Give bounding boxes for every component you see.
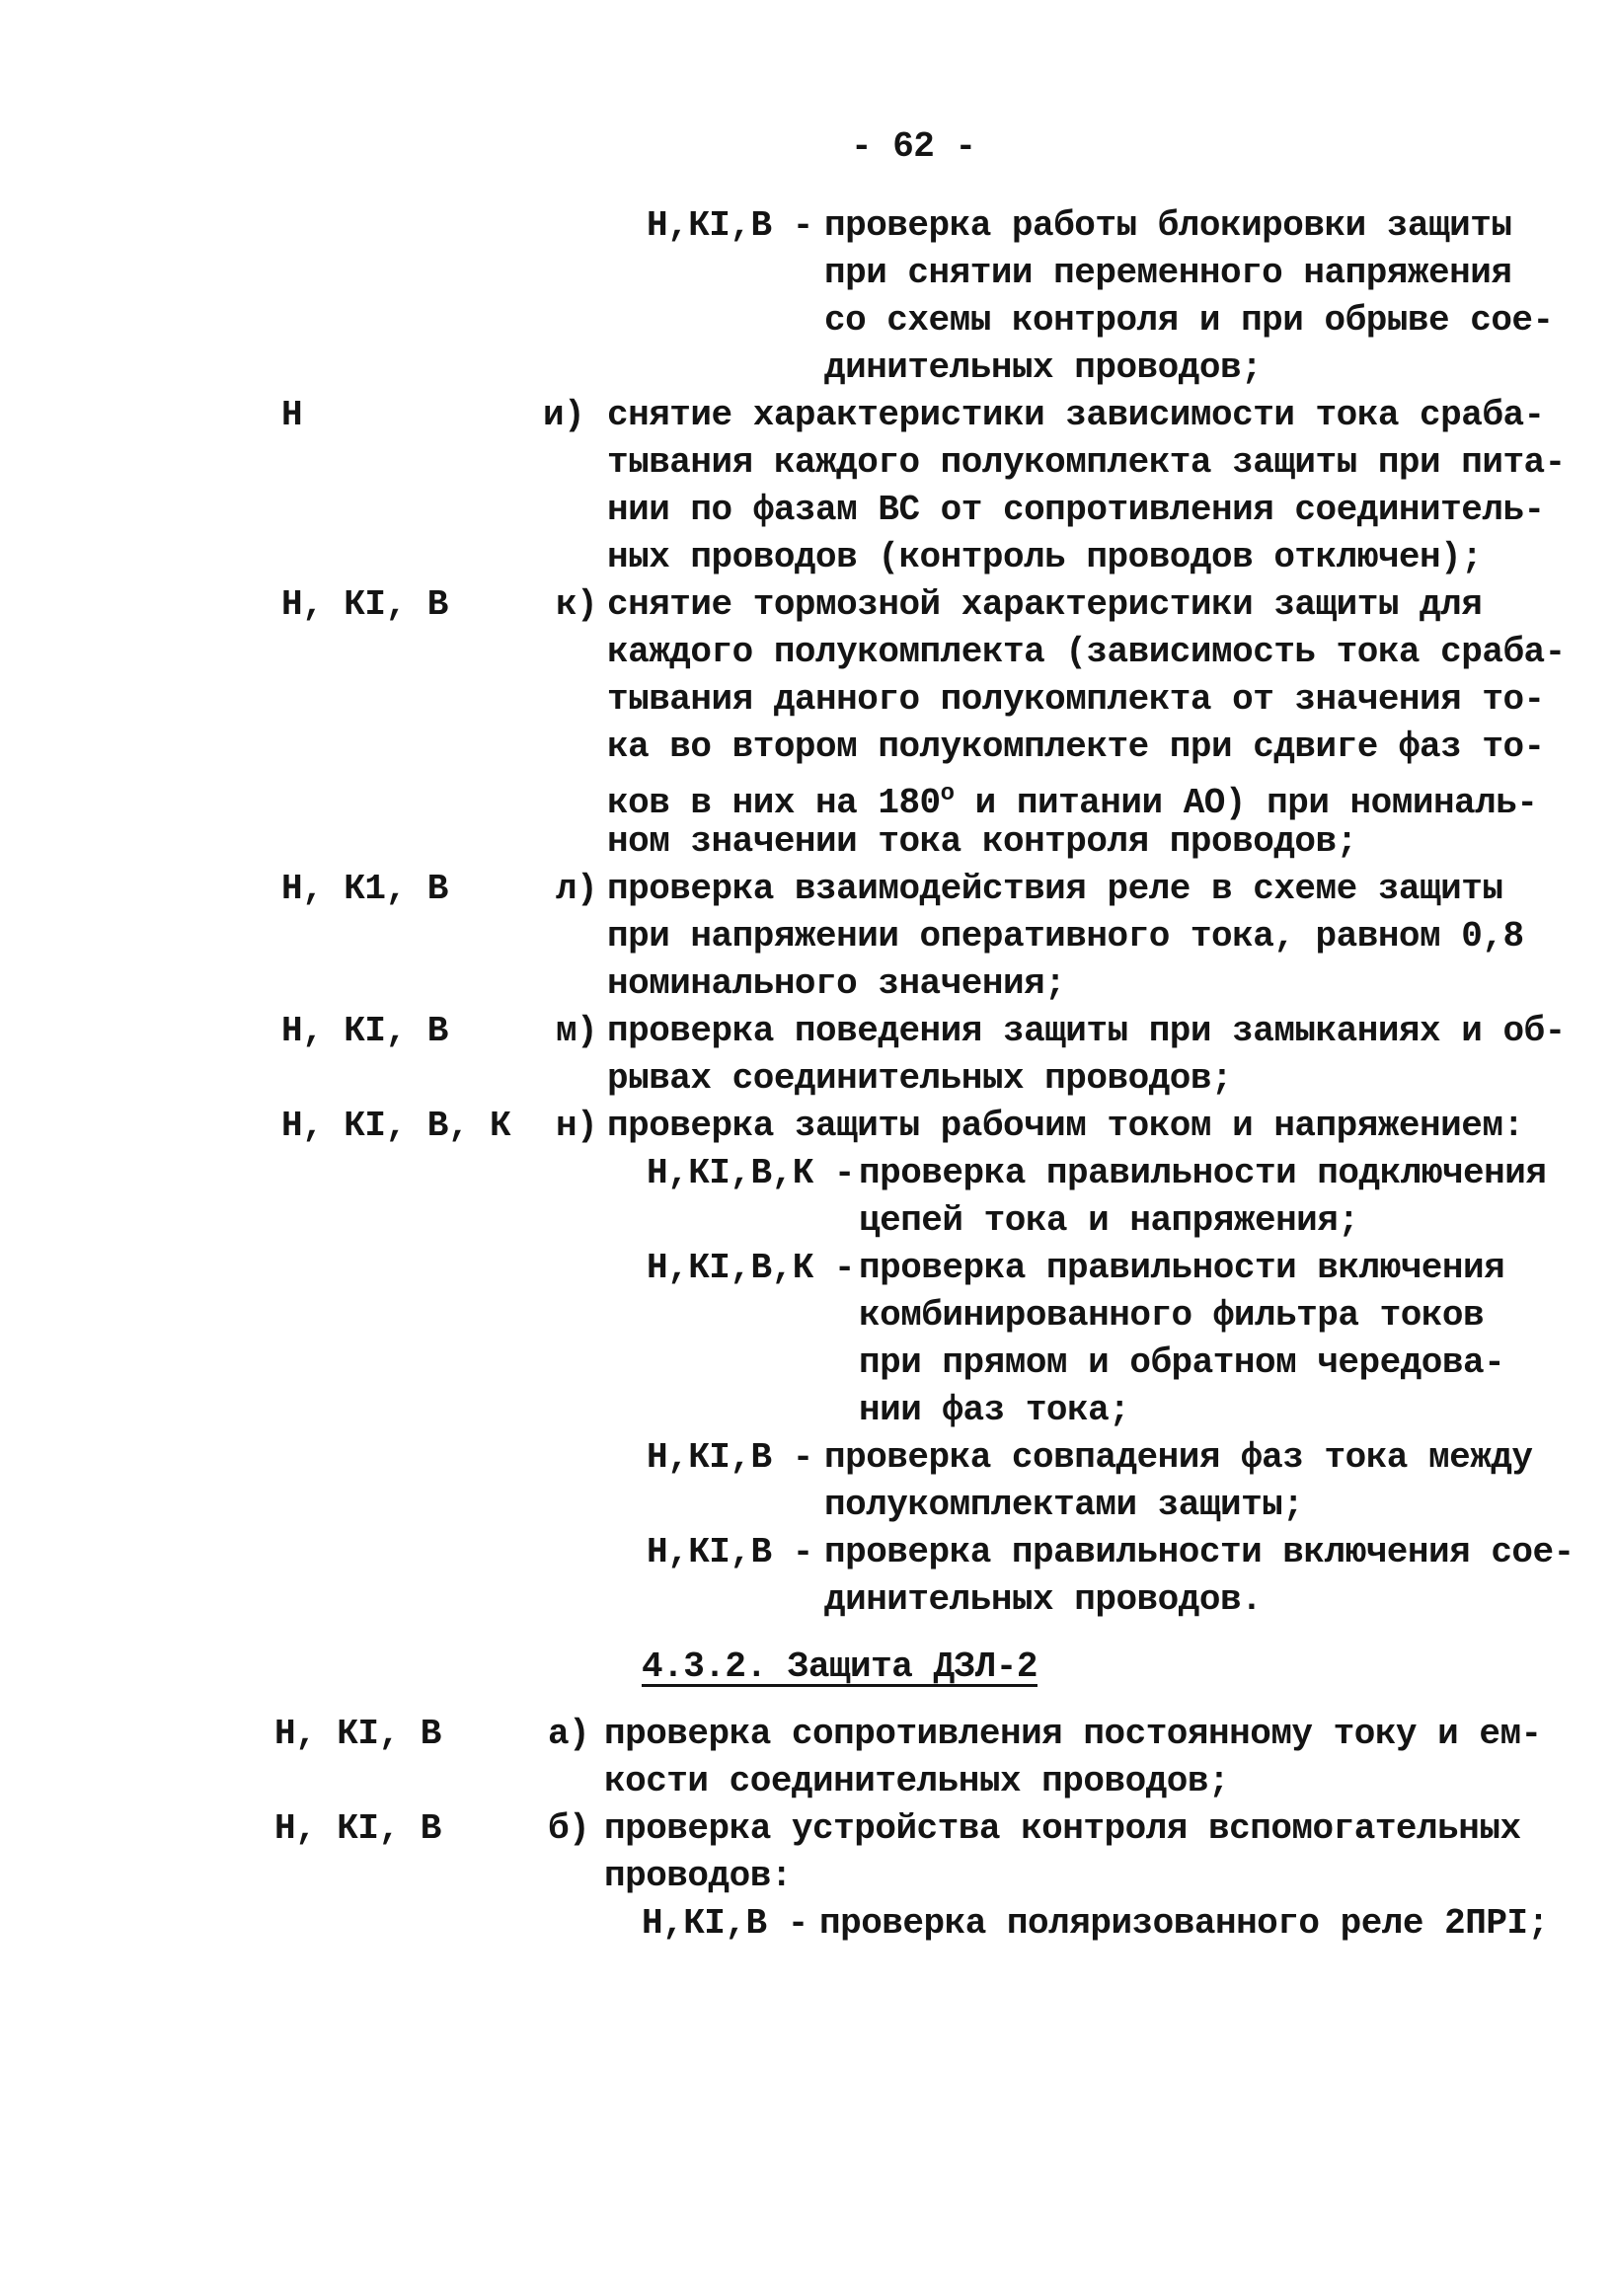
subitem-text: при снятии переменного напряжения	[824, 253, 1512, 293]
item-text: проверка взаимодействия реле в схеме защиты	[607, 869, 1503, 909]
subitem-text: комбинированного фильтра токов	[859, 1295, 1485, 1336]
item-code: Н, КI, В, К	[281, 1106, 511, 1146]
item-marker: н)	[556, 1106, 598, 1146]
subitem-text: полукомплектами защиты;	[824, 1485, 1304, 1525]
item-marker: б)	[548, 1808, 590, 1849]
subitem-code: Н,КI,В,К -	[647, 1153, 856, 1193]
item-text: тывания данного полукомплекта от значения то-	[607, 679, 1545, 720]
item-code: Н, КI, В	[274, 1808, 441, 1849]
item-text: ных проводов (контроль проводов отключен);	[607, 537, 1483, 577]
subitem-text: проверка правильности включения	[859, 1248, 1505, 1288]
item-code: Н, КI, В	[281, 584, 448, 625]
subitem-text: проверка правильности подключения	[859, 1153, 1547, 1193]
item-marker: л)	[556, 869, 598, 909]
subitem-text: цепей тока и напряжения;	[859, 1200, 1359, 1241]
item-marker: м)	[556, 1011, 598, 1051]
section-heading: 4.3.2. Защита ДЗЛ-2	[642, 1646, 1038, 1687]
subitem-code: Н,КI,В -	[647, 1437, 813, 1478]
item-text: снятие тормозной характеристики защиты для	[607, 584, 1483, 625]
page-number: - 62 -	[851, 126, 976, 167]
item-text: номинального значения;	[607, 963, 1066, 1004]
item-text: проверка устройства контроля вспомогательных	[604, 1808, 1521, 1849]
item-text-part: и питании АО) при номиналь-	[954, 783, 1538, 823]
item-marker: а)	[548, 1714, 590, 1754]
item-text: тывания каждого полукомплекта защиты при пита-	[607, 442, 1566, 483]
item-text: при напряжении оперативного тока, равном 0,8	[607, 916, 1524, 957]
subitem-text: динительных проводов.	[824, 1579, 1263, 1620]
item-text-part: ков в них на 180	[607, 783, 941, 823]
item-text: проверка сопротивления постоянному току и ем-	[604, 1714, 1542, 1754]
item-text: кости соединительных проводов;	[604, 1761, 1230, 1801]
subitem-text: со схемы контроля и при обрыве сое-	[824, 300, 1554, 341]
item-code: Н, КI, В	[281, 1011, 448, 1051]
subitem-code: Н,КI,В -	[647, 1532, 813, 1572]
item-code: Н	[281, 395, 303, 435]
item-marker: к)	[556, 584, 598, 625]
item-text: проводов:	[604, 1856, 792, 1896]
item-text: ном значении тока контроля проводов;	[607, 821, 1357, 862]
subitem-text: проверка правильности включения сое-	[824, 1532, 1575, 1572]
item-marker: и)	[543, 395, 585, 435]
item-text: снятие характеристики зависимости тока сраба-	[607, 395, 1545, 435]
subitem-text: проверка поляризованного реле 2ПРI;	[819, 1903, 1549, 1944]
item-text: проверка поведения защиты при замыканиях и об-	[607, 1011, 1566, 1051]
item-text: каждого полукомплекта (зависимость тока сраба-	[607, 632, 1566, 672]
subitem-code: Н,КI,В,К -	[647, 1248, 856, 1288]
item-code: Н, К1, В	[281, 869, 448, 909]
subitem-text: динительных проводов;	[824, 347, 1263, 388]
subitem-text: при прямом и обратном чередова-	[859, 1342, 1505, 1383]
item-code: Н, КI, В	[274, 1714, 441, 1754]
subitem-code: Н,КI,В -	[647, 205, 813, 246]
subitem-text: проверка совпадения фаз тока между	[824, 1437, 1533, 1478]
subitem-text: проверка работы блокировки защиты	[824, 205, 1512, 246]
subitem-text: нии фаз тока;	[859, 1390, 1130, 1430]
degree-superscript: о	[940, 781, 955, 807]
item-text: проверка защиты рабочим током и напряжением:	[607, 1106, 1524, 1146]
item-text: нии по фазам ВС от сопротивления соединитель-	[607, 490, 1545, 530]
subitem-code: Н,КI,В -	[642, 1903, 808, 1944]
item-text: ка во втором полукомплекте при сдвиге фаз то-	[607, 727, 1545, 767]
item-text: рывах соединительных проводов;	[607, 1058, 1233, 1099]
